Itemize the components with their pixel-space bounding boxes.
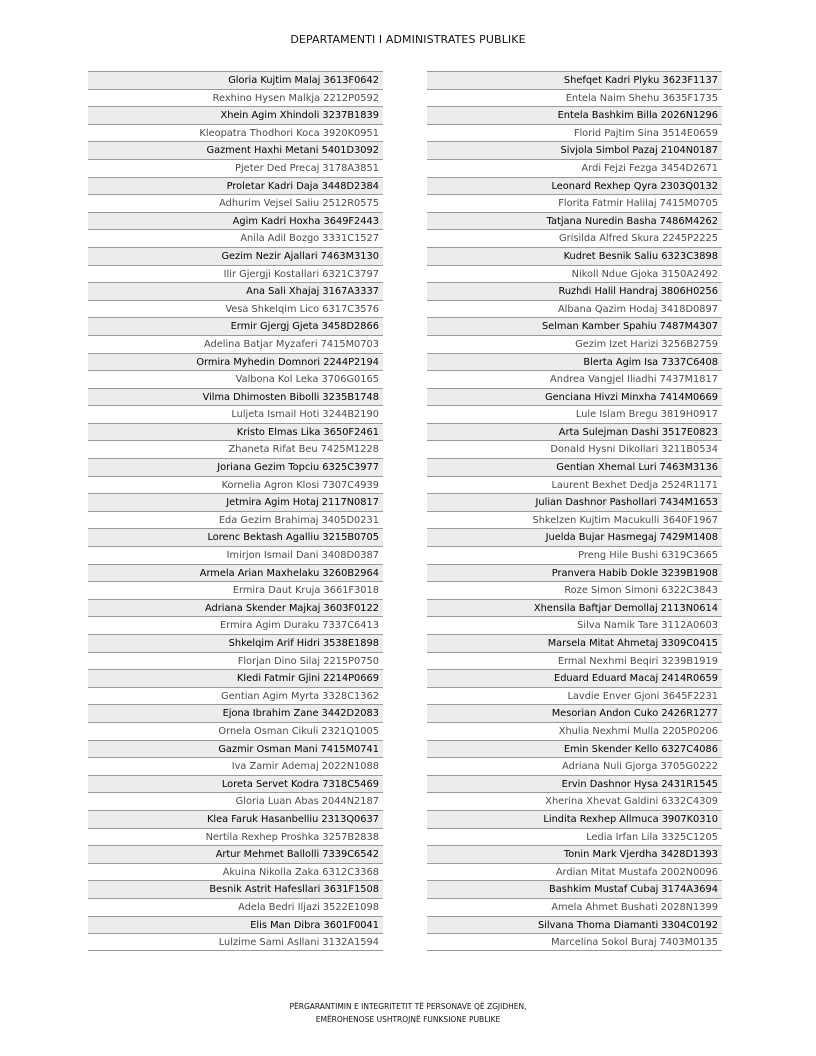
- list-item: Ermir Gjergj Gjeta 3458D2866: [88, 317, 383, 335]
- list-item: Florjan Dino Silaj 2215P0750: [88, 652, 383, 670]
- list-item: Entela Naim Shehu 3635F1735: [427, 89, 722, 107]
- list-item: Gezim Nezir Ajallari 7463M3130: [88, 247, 383, 265]
- list-item: Xherina Xhevat Galdini 6332C4309: [427, 792, 722, 810]
- list-item: Silva Namik Tare 3112A0603: [427, 616, 722, 634]
- list-item: Akuina Nikolla Zaka 6312C3368: [88, 863, 383, 881]
- list-item: Lorenc Bektash Agalliu 3215B0705: [88, 528, 383, 546]
- list-item: Pranvera Habib Dokle 3239B1908: [427, 564, 722, 582]
- list-item: Luljeta Ismail Hoti 3244B2190: [88, 405, 383, 423]
- list-item: Ana Sali Xhajaj 3167A3337: [88, 282, 383, 300]
- list-item: Xhein Agim Xhindoli 3237B1839: [88, 106, 383, 124]
- list-item: Ermal Nexhmi Beqiri 3239B1919: [427, 652, 722, 670]
- list-item: Entela Bashkim Billa 2026N1296: [427, 106, 722, 124]
- list-item: Gezim Izet Harizi 3256B2759: [427, 335, 722, 353]
- list-item: Besnik Astrit Hafesllari 3631F1508: [88, 880, 383, 898]
- list-item: Vilma Dhimosten Bibolli 3235B1748: [88, 388, 383, 406]
- list-item: Adriana Skender Majkaj 3603F0122: [88, 599, 383, 617]
- list-item: Gloria Luan Abas 2044N2187: [88, 792, 383, 810]
- list-item: Donald Hysni Dikollari 3211B0534: [427, 440, 722, 458]
- list-item: Kornelia Agron Klosi 7307C4939: [88, 476, 383, 494]
- list-item: Lulzime Sami Asllani 3132A1594: [88, 933, 383, 951]
- left-name-list: [88, 71, 383, 951]
- list-item: Imirjon Ismail Dani 3408D0387: [88, 546, 383, 564]
- list-item: Joriana Gezim Topciu 6325C3977: [88, 458, 383, 476]
- list-item: Eda Gezim Brahimaj 3405D0231: [88, 511, 383, 529]
- list-item: Selman Kamber Spahiu 7487M4307: [427, 317, 722, 335]
- list-item: Lavdie Enver Gjoni 3645F2231: [427, 687, 722, 705]
- list-item: Gazmir Osman Mani 7415M0741: [88, 740, 383, 758]
- list-item: Shkelzen Kujtim Macukulli 3640F1967: [427, 511, 722, 529]
- footer-line-2: EMËROHENOSE USHTROJNË FUNKSIONE PUBLIKE: [315, 1015, 501, 1024]
- list-item: Artur Mehmet Ballolli 7339C6542: [88, 845, 383, 863]
- list-item: Iva Zamir Ademaj 2022N1088: [88, 757, 383, 775]
- list-item: Ormira Myhedin Domnori 2244P2194: [88, 353, 383, 371]
- list-item: Ledia Irfan Lila 3325C1205: [427, 828, 722, 846]
- list-item: Gentian Xhemal Luri 7463M3136: [427, 458, 722, 476]
- list-item: Florita Fatmir Halilaj 7415M0705: [427, 194, 722, 212]
- list-item: Preng Hile Bushi 6319C3665: [427, 546, 722, 564]
- list-item: Gentian Agim Myrta 3328C1362: [88, 687, 383, 705]
- list-item: Marcelina Sokol Buraj 7403M0135: [427, 933, 722, 951]
- list-item: Andrea Vangjel Iliadhi 7437M1817: [427, 370, 722, 388]
- list-item: Agim Kadri Hoxha 3649F2443: [88, 212, 383, 230]
- list-item: Ardian Mitat Mustafa 2002N0096: [427, 863, 722, 881]
- list-item: Anila Adil Bozgo 3331C1527: [88, 229, 383, 247]
- list-item: Shefqet Kadri Plyku 3623F1137: [427, 71, 722, 89]
- list-item: Xhulia Nexhmi Mulla 2205P0206: [427, 722, 722, 740]
- list-item: Kudret Besnik Saliu 6323C3898: [427, 247, 722, 265]
- footer: [0, 1000, 816, 1026]
- list-item: Blerta Agim Isa 7337C6408: [427, 353, 722, 371]
- list-item: Kristo Elmas Lika 3650F2461: [88, 423, 383, 441]
- list-item: Bashkim Mustaf Cubaj 3174A3694: [427, 880, 722, 898]
- list-item: Ornela Osman Cikuli 2321Q1005: [88, 722, 383, 740]
- list-item: Zhaneta Rifat Beu 7425M1228: [88, 440, 383, 458]
- list-item: Kledi Fatmir Gjini 2214P0669: [88, 669, 383, 687]
- list-item: Ardi Fejzi Fezga 3454D2671: [427, 159, 722, 177]
- page-title: DEPARTAMENTI I ADMINISTRATES PUBLIKE: [290, 33, 526, 46]
- list-item: Ilir Gjergji Kostallari 6321C3797: [88, 265, 383, 283]
- list-item: Sivjola Simbol Pazaj 2104N0187: [427, 141, 722, 159]
- list-item: Adela Bedri Iljazi 3522E1098: [88, 898, 383, 916]
- list-item: Eduard Eduard Macaj 2414R0659: [427, 669, 722, 687]
- list-item: Elis Man Dibra 3601F0041: [88, 916, 383, 934]
- list-item: Ermira Agim Duraku 7337C6413: [88, 616, 383, 634]
- list-item: Florid Pajtim Sina 3514E0659: [427, 124, 722, 142]
- list-item: Julian Dashnor Pashollari 7434M1653: [427, 493, 722, 511]
- list-item: Adriana Nuli Gjorga 3705G0222: [427, 757, 722, 775]
- list-item: Albana Qazim Hodaj 3418D0897: [427, 300, 722, 318]
- list-item: Nikoll Ndue Gjoka 3150A2492: [427, 265, 722, 283]
- list-item: Emin Skender Kello 6327C4086: [427, 740, 722, 758]
- list-item: Kleopatra Thodhori Koca 3920K0951: [88, 124, 383, 142]
- list-item: Ejona Ibrahim Zane 3442D2083: [88, 704, 383, 722]
- list-item: Amela Ahmet Bushati 2028N1399: [427, 898, 722, 916]
- list-item: Rexhino Hysen Malkja 2212P0592: [88, 89, 383, 107]
- list-item: Lule Islam Bregu 3819H0917: [427, 405, 722, 423]
- list-item: Grisilda Alfred Skura 2245P2225: [427, 229, 722, 247]
- list-item: Arta Sulejman Dashi 3517E0823: [427, 423, 722, 441]
- list-item: Leonard Rexhep Qyra 2303Q0132: [427, 177, 722, 195]
- list-item: Shkelqim Arif Hidri 3538E1898: [88, 634, 383, 652]
- list-item: Tonin Mark Vjerdha 3428D1393: [427, 845, 722, 863]
- right-name-list: [427, 71, 722, 951]
- list-item: Ervin Dashnor Hysa 2431R1545: [427, 775, 722, 793]
- list-item: Klea Faruk Hasanbelliu 2313Q0637: [88, 810, 383, 828]
- list-item: Adelina Batjar Myzaferi 7415M0703: [88, 335, 383, 353]
- list-item: Marsela Mitat Ahmetaj 3309C0415: [427, 634, 722, 652]
- list-item: Lindita Rexhep Allmuca 3907K0310: [427, 810, 722, 828]
- list-item: Ermira Daut Kruja 3661F3018: [88, 581, 383, 599]
- list-item: Loreta Servet Kodra 7318C5469: [88, 775, 383, 793]
- list-item: Genciana Hivzi Minxha 7414M0669: [427, 388, 722, 406]
- list-item: Valbona Kol Leka 3706G0165: [88, 370, 383, 388]
- footer-line-1: PËRGARANTIMIN E INTEGRITETIT TË PERSONAVE QË ZGJIDHEN,: [289, 1002, 527, 1011]
- list-item: Mesorian Andon Cuko 2426R1277: [427, 704, 722, 722]
- list-item: Silvana Thoma Diamanti 3304C0192: [427, 916, 722, 934]
- list-item: Ruzhdi Halil Handraj 3806H0256: [427, 282, 722, 300]
- list-item: Tatjana Nuredin Basha 7486M4262: [427, 212, 722, 230]
- list-item: Xhensila Baftjar Demollaj 2113N0614: [427, 599, 722, 617]
- list-item: Juelda Bujar Hasmegaj 7429M1408: [427, 528, 722, 546]
- list-item: Jetmira Agim Hotaj 2117N0817: [88, 493, 383, 511]
- list-item: Roze Simon Simoni 6322C3843: [427, 581, 722, 599]
- list-item: Armela Arian Maxhelaku 3260B2964: [88, 564, 383, 582]
- list-item: Nertila Rexhep Proshka 3257B2838: [88, 828, 383, 846]
- list-item: Gloria Kujtim Malaj 3613F0642: [88, 71, 383, 89]
- list-item: Pjeter Ded Precaj 3178A3851: [88, 159, 383, 177]
- list-item: Vesa Shkelqim Lico 6317C3576: [88, 300, 383, 318]
- list-item: Laurent Bexhet Dedja 2524R1171: [427, 476, 722, 494]
- list-item: Proletar Kadri Daja 3448D2384: [88, 177, 383, 195]
- list-item: Gazment Haxhi Metani 5401D3092: [88, 141, 383, 159]
- list-item: Adhurim Vejsel Saliu 2512R0575: [88, 194, 383, 212]
